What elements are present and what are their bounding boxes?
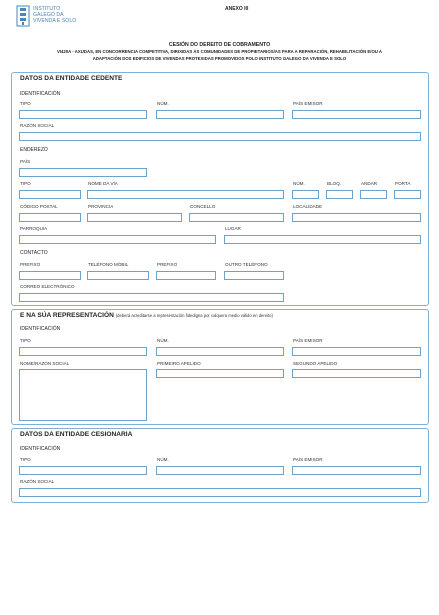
codigo-postal-label: CÓDIGO POSTAL [20, 204, 58, 209]
prefixo-1-label: PREFIXO [20, 262, 41, 267]
provincia-label: PROVINCIA [88, 204, 114, 209]
concello-label: CONCELLO [190, 204, 216, 209]
num-label: NÚM. [157, 101, 169, 106]
razon-social-field[interactable] [19, 132, 421, 141]
contacto-heading: CONTACTO [20, 250, 48, 256]
lugar-label: LUGAR [225, 226, 241, 231]
ces-pais-emisor-label: PAÍS EMISOR [293, 457, 323, 462]
rep-segundo-apelido-label: SEGUNDO APELIDO [293, 361, 338, 366]
representacion-note: (deberá acreditarse a representación fidedigna por calquera medio válido en dereito) [115, 313, 273, 318]
bloq-label: BLOQ. [327, 181, 342, 186]
rep-identificacion-heading: IDENTIFICACIÓN [20, 326, 61, 332]
logo-line-3: VIVENDA E SOLO [33, 18, 77, 24]
ces-razon-social-label: RAZÓN SOCIAL [20, 479, 55, 484]
pais-field[interactable] [19, 168, 147, 177]
rep-segundo-apelido-field[interactable] [292, 369, 421, 378]
rep-nome-field[interactable] [19, 369, 147, 421]
nome-via-label: NOME DA VÍA [88, 181, 118, 186]
rep-num-label: NÚM. [157, 338, 169, 343]
prefixo-1-field[interactable] [19, 271, 81, 280]
pais-emisor-label: PAÍS EMISOR [293, 101, 323, 106]
razon-social-label: RAZÓN SOCIAL [20, 123, 55, 128]
concello-field[interactable] [189, 213, 284, 222]
pais-emisor-field[interactable] [292, 110, 421, 119]
rep-tipo-label: TIPO [20, 338, 31, 343]
section-cedente-title: DATOS DA ENTIDADE CEDENTE [20, 75, 123, 82]
provincia-field[interactable] [87, 213, 182, 222]
enderezo-heading: ENDEREZO [20, 147, 48, 153]
page-subtitle-line-2: ADAPTACIÓN DOS EDIFICIOS DE VIVENDAS PROTEXIDAS PROMOVIDOS POLO INSTITUTO GALEGO DA VIVENDA E SOLO [92, 56, 347, 61]
rep-tipo-field[interactable] [19, 347, 147, 356]
nome-via-field[interactable] [87, 190, 284, 199]
outro-telefono-label: OUTRO TELÉFONO [225, 262, 268, 267]
rep-primeiro-apelido-field[interactable] [156, 369, 284, 378]
ces-identificacion-heading: IDENTIFICACIÓN [20, 446, 61, 452]
lugar-field[interactable] [224, 235, 421, 244]
localidade-label: LOCALIDADE [293, 204, 323, 209]
ces-razon-social-field[interactable] [19, 488, 421, 497]
andar-field[interactable] [360, 190, 387, 199]
rep-primeiro-apelido-label: PRIMEIRO APELIDO [157, 361, 201, 366]
ces-num-label: NÚM. [157, 457, 169, 462]
num-via-label: NÚM. [293, 181, 305, 186]
ces-tipo-label: TIPO [20, 457, 31, 462]
annex-label: ANEXO III [225, 6, 249, 12]
page-title: CESIÓN DO DEREITO DE COBRAMENTO [168, 42, 271, 48]
ces-pais-emisor-field[interactable] [292, 466, 421, 475]
rep-num-field[interactable] [156, 347, 284, 356]
tipo-field[interactable] [19, 110, 147, 119]
num-field[interactable] [156, 110, 284, 119]
logo-line-1: INSTITUTO [33, 6, 61, 12]
tipo-via-field[interactable] [19, 190, 81, 199]
prefixo-2-label: PREFIXO [157, 262, 178, 267]
telefono-movil-field[interactable] [87, 271, 149, 280]
ces-num-field[interactable] [156, 466, 284, 475]
rep-pais-emisor-field[interactable] [292, 347, 421, 356]
logo-line-2: GALEGO DA [33, 12, 64, 18]
correo-label: CORREO ELECTRÓNICO [20, 284, 75, 289]
ces-tipo-field[interactable] [19, 466, 147, 475]
tipo-label: TIPO [20, 101, 31, 106]
section-representacion-title [20, 313, 273, 320]
xunta-logo-icon [16, 5, 30, 27]
localidade-field[interactable] [292, 213, 421, 222]
identificacion-heading: IDENTIFICACIÓN [20, 91, 61, 97]
tipo-via-label: TIPO [20, 181, 31, 186]
parroquia-label: PARROQUIA [20, 226, 48, 231]
outro-telefono-field[interactable] [224, 271, 284, 280]
representacion-title-text: E NA SÚA REPRESENTACIÓN [20, 312, 114, 319]
rep-pais-emisor-label: PAÍS EMISOR [293, 338, 323, 343]
porta-field[interactable] [394, 190, 421, 199]
porta-label: PORTA [395, 181, 411, 186]
bloq-field[interactable] [326, 190, 353, 199]
codigo-postal-field[interactable] [19, 213, 81, 222]
section-cesionaria-title: DATOS DA ENTIDADE CESIONARIA [20, 431, 133, 438]
telefono-movil-label: TELÉFONO MÓBIL [88, 262, 129, 267]
correo-field[interactable] [19, 293, 284, 302]
pais-label: PAÍS [20, 159, 31, 164]
page-subtitle-line-1: VI420A - AXUDAS, EN CONCORRENCIA COMPETITIVA, DIRIXIDAS ÁS COMUNIDADES DE PROPIETARIOS/AS PARA A REPARACIÓN, REHABILITACIÓN E/OU A [56, 49, 383, 54]
andar-label: ANDAR [361, 181, 378, 186]
parroquia-field[interactable] [19, 235, 216, 244]
rep-nome-label: NOME/RAZÓN SOCIAL [20, 361, 70, 366]
num-via-field[interactable] [292, 190, 319, 199]
prefixo-2-field[interactable] [156, 271, 216, 280]
